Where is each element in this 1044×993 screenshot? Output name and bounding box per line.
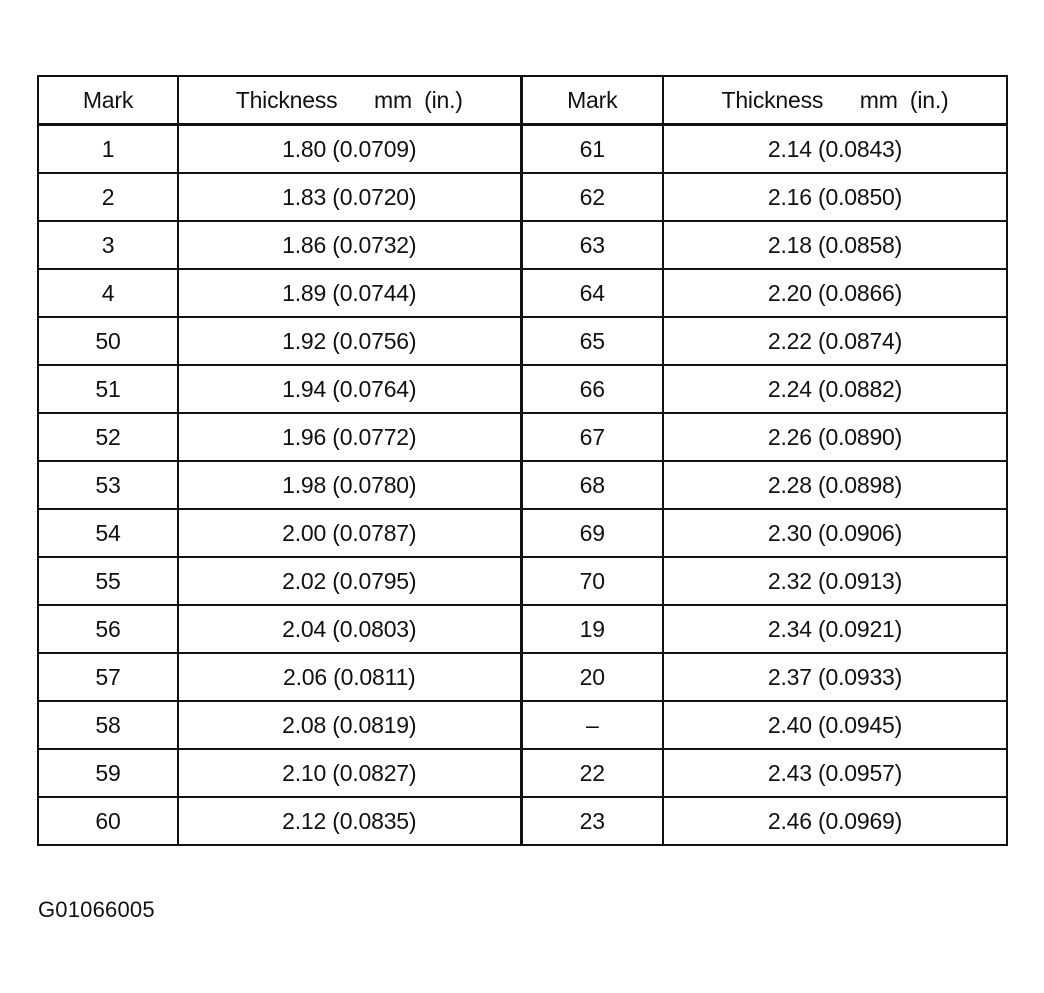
mark-left-cell: 54 bbox=[38, 509, 178, 557]
table-row bbox=[38, 461, 1007, 509]
thickness-right-cell: 2.18 (0.0858) bbox=[663, 221, 1007, 269]
mark-right-cell: 23 bbox=[521, 797, 663, 845]
mark-right-cell: 65 bbox=[521, 317, 663, 365]
mark-right-cell: 64 bbox=[521, 269, 663, 317]
thickness-right-cell: 2.32 (0.0913) bbox=[663, 557, 1007, 605]
thickness-left-cell: 1.86 (0.0732) bbox=[178, 221, 521, 269]
thickness-right-cell: 2.30 (0.0906) bbox=[663, 509, 1007, 557]
thickness-right-cell: 2.16 (0.0850) bbox=[663, 173, 1007, 221]
mark-left-cell: 55 bbox=[38, 557, 178, 605]
table-row bbox=[38, 413, 1007, 461]
thickness-left-cell: 2.04 (0.0803) bbox=[178, 605, 521, 653]
thickness-right-cell: 2.37 (0.0933) bbox=[663, 653, 1007, 701]
mark-left-cell: 51 bbox=[38, 365, 178, 413]
mark-left-cell: 50 bbox=[38, 317, 178, 365]
thickness-right-cell: 2.22 (0.0874) bbox=[663, 317, 1007, 365]
table-row bbox=[38, 605, 1007, 653]
mark-right-cell: – bbox=[521, 701, 663, 749]
header-mark-left: Mark bbox=[38, 76, 178, 125]
table-row bbox=[38, 701, 1007, 749]
thickness-right-cell: 2.34 (0.0921) bbox=[663, 605, 1007, 653]
thickness-right-cell: 2.14 (0.0843) bbox=[663, 125, 1007, 174]
thickness-right-cell: 2.43 (0.0957) bbox=[663, 749, 1007, 797]
thickness-right-cell: 2.40 (0.0945) bbox=[663, 701, 1007, 749]
table-row bbox=[38, 173, 1007, 221]
thickness-left-cell: 1.96 (0.0772) bbox=[178, 413, 521, 461]
mark-left-cell: 58 bbox=[38, 701, 178, 749]
thickness-left-cell: 2.10 (0.0827) bbox=[178, 749, 521, 797]
mark-left-cell: 1 bbox=[38, 125, 178, 174]
thickness-spec-sheet bbox=[37, 75, 1008, 846]
table-row bbox=[38, 125, 1007, 174]
mark-left-cell: 3 bbox=[38, 221, 178, 269]
header-thickness-left: Thickness mm (in.) bbox=[178, 76, 521, 125]
mark-right-cell: 22 bbox=[521, 749, 663, 797]
thickness-left-cell: 1.94 (0.0764) bbox=[178, 365, 521, 413]
mark-right-cell: 20 bbox=[521, 653, 663, 701]
thickness-left-cell: 1.98 (0.0780) bbox=[178, 461, 521, 509]
table-body bbox=[38, 125, 1007, 846]
header-thickness-right: Thickness mm (in.) bbox=[663, 76, 1007, 125]
thickness-left-cell: 2.00 (0.0787) bbox=[178, 509, 521, 557]
thickness-right-cell: 2.20 (0.0866) bbox=[663, 269, 1007, 317]
mark-right-cell: 63 bbox=[521, 221, 663, 269]
mark-left-cell: 2 bbox=[38, 173, 178, 221]
thickness-left-cell: 1.83 (0.0720) bbox=[178, 173, 521, 221]
table-header-row bbox=[38, 76, 1007, 125]
mark-right-cell: 67 bbox=[521, 413, 663, 461]
thickness-left-cell: 2.08 (0.0819) bbox=[178, 701, 521, 749]
mark-right-cell: 69 bbox=[521, 509, 663, 557]
mark-left-cell: 56 bbox=[38, 605, 178, 653]
mark-right-cell: 68 bbox=[521, 461, 663, 509]
table-row bbox=[38, 269, 1007, 317]
mark-right-cell: 66 bbox=[521, 365, 663, 413]
mark-left-cell: 53 bbox=[38, 461, 178, 509]
mark-right-cell: 62 bbox=[521, 173, 663, 221]
table-row bbox=[38, 557, 1007, 605]
thickness-right-cell: 2.26 (0.0890) bbox=[663, 413, 1007, 461]
thickness-right-cell: 2.46 (0.0969) bbox=[663, 797, 1007, 845]
mark-left-cell: 60 bbox=[38, 797, 178, 845]
table-row bbox=[38, 797, 1007, 845]
thickness-left-cell: 2.02 (0.0795) bbox=[178, 557, 521, 605]
table-row bbox=[38, 317, 1007, 365]
mark-right-cell: 61 bbox=[521, 125, 663, 174]
table-row bbox=[38, 653, 1007, 701]
header-mark-right: Mark bbox=[521, 76, 663, 125]
figure-code: G01066005 bbox=[38, 897, 155, 922]
table-row bbox=[38, 221, 1007, 269]
thickness-right-cell: 2.24 (0.0882) bbox=[663, 365, 1007, 413]
mark-left-cell: 52 bbox=[38, 413, 178, 461]
mark-left-cell: 4 bbox=[38, 269, 178, 317]
thickness-left-cell: 2.06 (0.0811) bbox=[178, 653, 521, 701]
table-row bbox=[38, 509, 1007, 557]
thickness-left-cell: 1.89 (0.0744) bbox=[178, 269, 521, 317]
mark-left-cell: 59 bbox=[38, 749, 178, 797]
mark-right-cell: 70 bbox=[521, 557, 663, 605]
mark-right-cell: 19 bbox=[521, 605, 663, 653]
thickness-left-cell: 1.80 (0.0709) bbox=[178, 125, 521, 174]
thickness-left-cell: 2.12 (0.0835) bbox=[178, 797, 521, 845]
table-row bbox=[38, 749, 1007, 797]
table-row bbox=[38, 365, 1007, 413]
thickness-table bbox=[37, 75, 1008, 846]
mark-left-cell: 57 bbox=[38, 653, 178, 701]
thickness-right-cell: 2.28 (0.0898) bbox=[663, 461, 1007, 509]
thickness-left-cell: 1.92 (0.0756) bbox=[178, 317, 521, 365]
